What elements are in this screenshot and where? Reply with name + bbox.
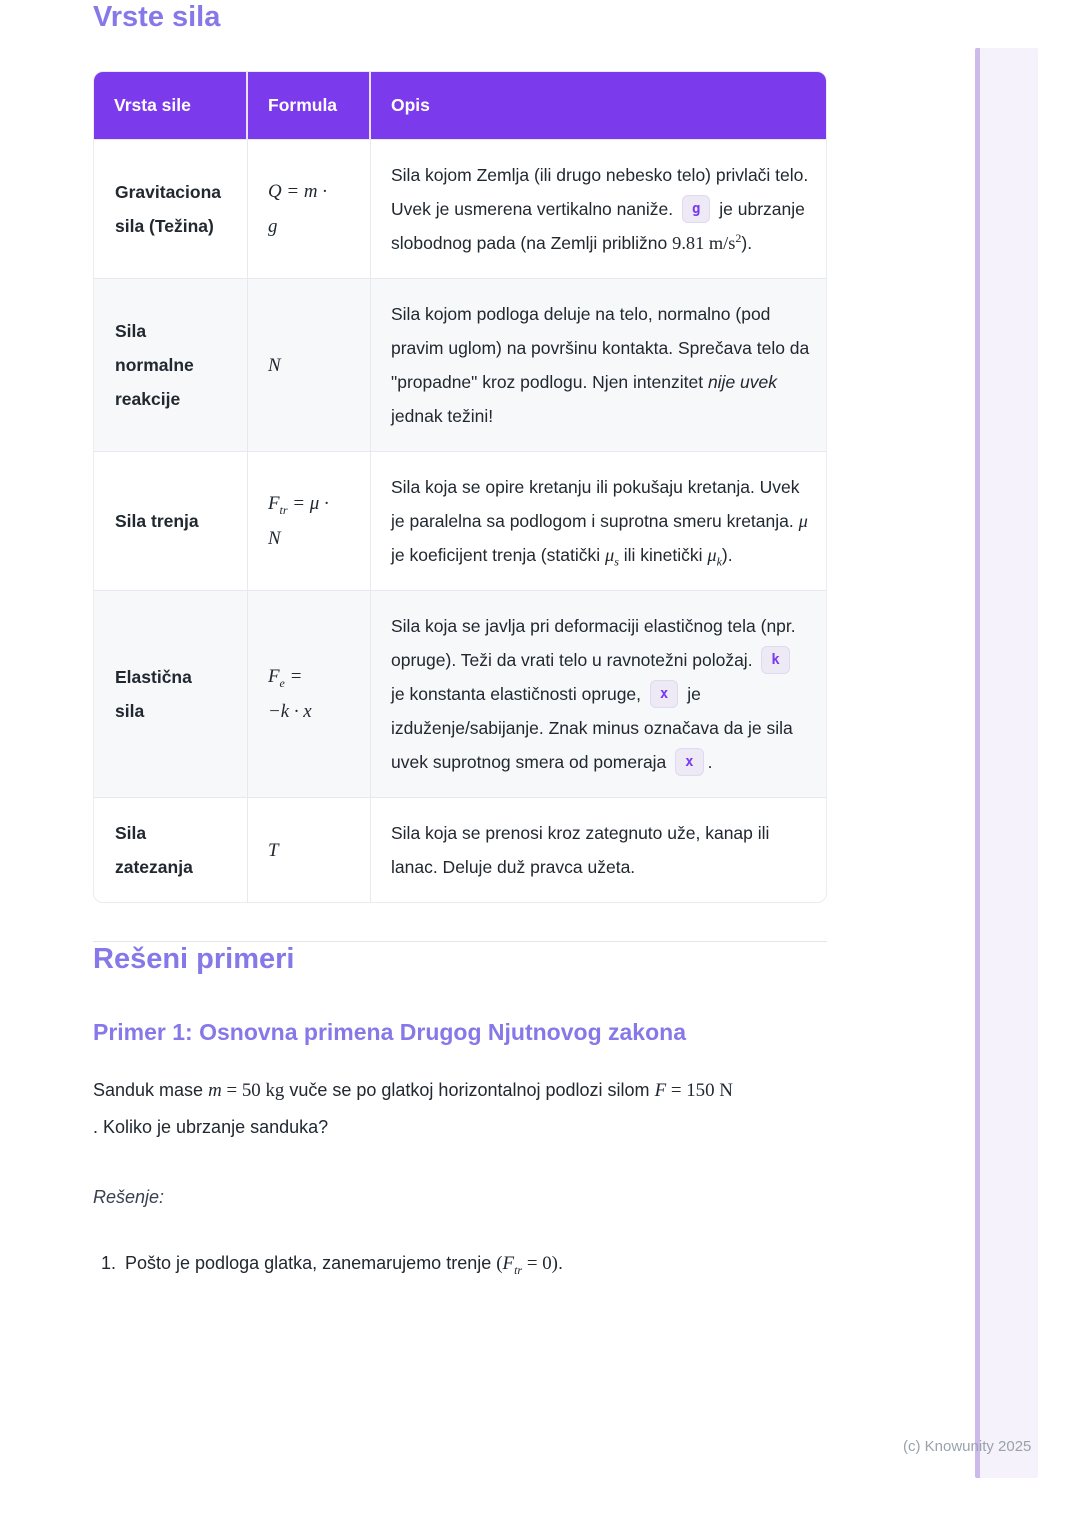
- column-header-opis: Opis: [371, 72, 826, 139]
- inline-m-text: $F_{tr}$: [268, 493, 288, 517]
- solution-label: Rešenje:: [93, 1187, 165, 1207]
- inline-m-text: $F_e$: [268, 666, 285, 690]
- force-formula-cell: [248, 590, 371, 797]
- inline-m-text: = μ ·: [287, 493, 329, 514]
- inline-mu-text: = 150 N: [666, 1080, 733, 1101]
- forces-table: [93, 71, 827, 903]
- inline-code-badge: k: [761, 646, 789, 674]
- forces-table-body: [94, 139, 826, 902]
- inline-m-text: $\mu_s$: [604, 545, 619, 569]
- table-row: [94, 451, 826, 590]
- table-row: [94, 278, 826, 451]
- force-name-cell: Sila zatezanja: [94, 797, 248, 902]
- column-header-formula: Formula: [248, 72, 371, 139]
- example-1-title: Primer 1: Osnovna primena Drugog Njutnovog zakona: [93, 1019, 686, 1045]
- inline-m-text: N: [268, 354, 281, 376]
- inline-m-text: μ: [798, 511, 808, 531]
- header-row: [94, 72, 826, 139]
- force-description-cell: Sila kojom Zemlja (ili drugo nebesko telo) privlači telo. Uvek je usmerena vertikalno naniže. g je ubrzanje slobodnog pada (na Zemlji približno 9.81 $m/s^2$).: [371, 139, 826, 278]
- inline-m-text: m: [208, 1080, 222, 1101]
- inline-m-text: Q = m ·: [268, 181, 327, 202]
- force-formula-cell: [248, 278, 371, 451]
- force-formula-cell: [248, 139, 371, 278]
- force-name-cell: Sila trenja: [94, 451, 248, 590]
- next-page-edge-panel: [975, 48, 1038, 1478]
- forces-table-grid: [94, 72, 826, 902]
- force-description-cell: Sila koja se javlja pri deformaciji elastičnog tela (npr. opruge). Teži da vrati telo u ravnotežni položaj. k je konstanta elastičnosti opruge, x je izduženje/sabijanje. Znak minus označava da je sila uvek suprotnog smera od pomeraja x .: [371, 590, 826, 797]
- inline-code-badge: x: [650, 680, 678, 708]
- force-description-cell: Sila kojom podloga deluje na telo, normalno (pod pravim uglom) na površinu kontakta. Sprečava telo da "propadne" kroz podlogu. Njen intenzitet nije uvek jednak težini!: [371, 278, 826, 451]
- inline-mu-text: (: [496, 1253, 503, 1274]
- table-row: [94, 139, 826, 278]
- inline-mu-text: = 50 kg: [221, 1080, 285, 1101]
- inline-m-text: −k · x: [268, 701, 312, 722]
- section-title-reseni-primeri: Rešeni primeri: [93, 943, 295, 975]
- force-name-cell: Gravitaciona sila (Težina): [94, 139, 248, 278]
- watermark: (c) Knowunity 2025: [903, 1438, 1032, 1455]
- force-description-cell: Sila koja se prenosi kroz zategnuto uže, kanap ili lanac. Deluje duž pravca užeta.: [371, 797, 826, 902]
- inline-m-text: F: [654, 1080, 667, 1101]
- column-header-vrsta-sile: Vrsta sile: [94, 72, 248, 139]
- inline-m-text: N: [268, 528, 281, 549]
- inline-mu-text: = 0): [522, 1253, 558, 1274]
- table-row: [94, 590, 826, 797]
- table-row: [94, 797, 826, 902]
- inline-m-text: $\mu_k$: [707, 545, 722, 569]
- force-description-cell: Sila koja se opire kretanju ili pokušaju kretanja. Uvek je paralelna sa podlogom i suprotna smeru kretanja. μ je koeficijent trenja (statički $\mu_s$ ili kinetički $\mu_k$).: [371, 451, 826, 590]
- document-page-content: [93, 0, 827, 1279]
- inline-mu-text: 9.81 $m/s^2$: [672, 230, 742, 253]
- solution-steps-list: [93, 1248, 827, 1279]
- example-1-problem-text: Sanduk mase m = 50 kg vuče se po glatkoj horizontalnoj podlozi silom F = 150 N . Koliko je ubrzanje sanduka?: [93, 1080, 733, 1137]
- forces-table-header: [94, 72, 826, 139]
- force-formula-cell: [248, 451, 371, 590]
- section-title-vrste-sila: Vrste sila: [93, 1, 221, 33]
- solution-step-1: 1. Pošto je podloga glatka, zanemarujemo trenje $(F_{tr} = 0)$.: [121, 1248, 827, 1279]
- inline-code-badge: g: [682, 195, 710, 223]
- force-formula-cell: [248, 797, 371, 902]
- force-name-cell: Elastična sila: [94, 590, 248, 797]
- inline-em-text: nije uvek: [707, 372, 778, 392]
- inline-m-text: g: [268, 216, 278, 237]
- inline-code-badge: x: [675, 748, 703, 776]
- force-name-cell: Sila normalne reakcije: [94, 278, 248, 451]
- inline-m-text: =: [284, 666, 303, 687]
- inline-m-text: T: [268, 839, 279, 861]
- inline-m-text: $F_{tr}$: [502, 1253, 523, 1277]
